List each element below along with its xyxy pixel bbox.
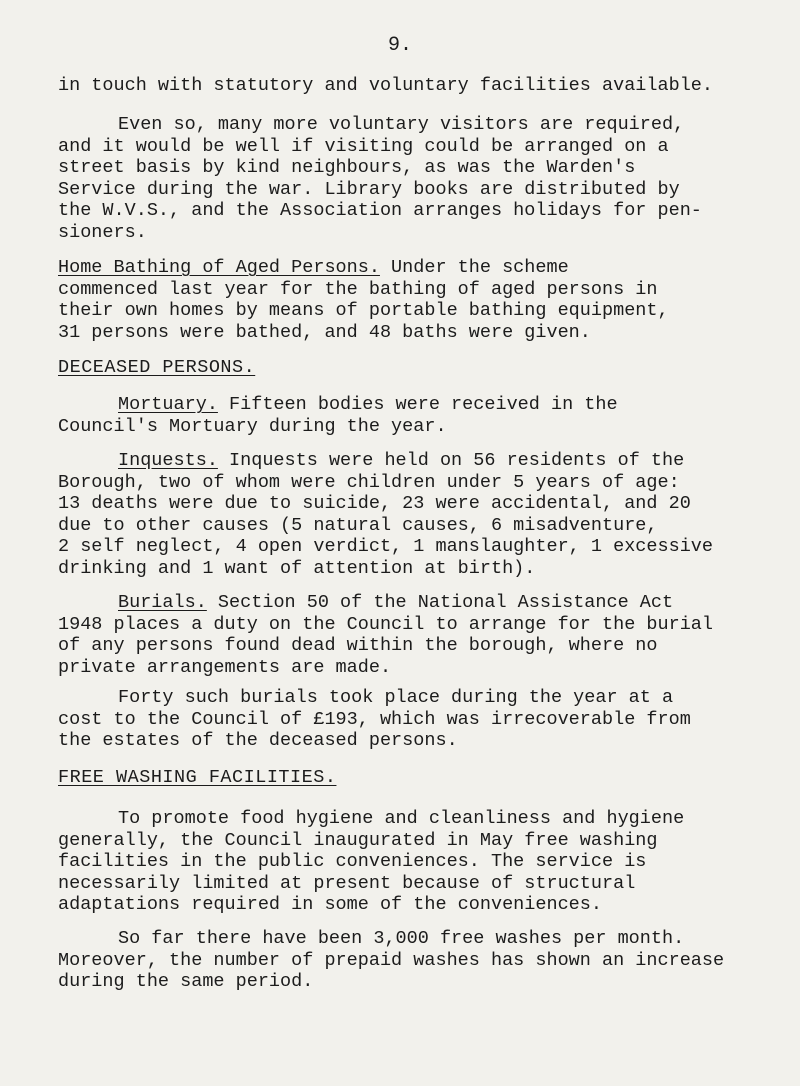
text-line: 2 self neglect, 4 open verdict, 1 manslaughter, 1 excessive: [58, 536, 714, 557]
text-line: and it would be well if visiting could be arranged on a: [58, 135, 669, 157]
text-line: their own homes by means of portable bathing equipment,: [58, 300, 669, 321]
promote-paragraph: [58, 808, 778, 916]
burials-paragraph: [58, 592, 778, 678]
text-line: Borough, two of whom were children under 5 years of age:: [58, 471, 680, 493]
text-line: drinking and 1 want of attention at birth).: [58, 557, 536, 579]
text-line: [58, 257, 778, 279]
text-line: the W.V.S., and the Association arranges holidays for pen-: [58, 200, 702, 221]
section-heading: DECEASED PERSONS.: [58, 357, 256, 378]
free-washing-section: [58, 767, 778, 789]
inquests-heading: Inquests.: [118, 450, 218, 471]
text-line: of any persons found dead within the borough, where no: [58, 635, 658, 656]
text-line: generally, the Council inaugurated in May free washing: [58, 829, 658, 851]
text-line: To promote food hygiene and cleanliness and hygiene: [118, 808, 685, 829]
so-far-paragraph: [58, 928, 778, 993]
mortuary-heading: Mortuary.: [118, 394, 218, 415]
text-line: So far there have been 3,000 free washes per month.: [118, 928, 685, 949]
text-line: [58, 394, 778, 416]
text-line: Moreover, the number of prepaid washes has shown an increase: [58, 949, 725, 971]
text-line: 31 persons were bathed, and 48 baths were given.: [58, 321, 591, 343]
text-line: [58, 592, 778, 614]
text-line: due to other causes (5 natural causes, 6 misadventure,: [58, 514, 658, 536]
intro-paragraph: [58, 75, 778, 97]
text-line: 13 deaths were due to suicide, 23 were accidental, and 20: [58, 493, 691, 514]
mortuary-paragraph: [58, 394, 778, 437]
text-line: Service during the war. Library books are distributed by: [58, 178, 680, 200]
text-line: in touch with statutory and voluntary facilities available.: [58, 75, 714, 96]
text-line: private arrangements are made.: [58, 656, 392, 678]
text-line: necessarily limited at present because of structural: [58, 872, 636, 894]
forty-burials-paragraph: [58, 687, 778, 752]
home-bathing-paragraph: [58, 257, 778, 343]
text-line: facilities in the public conveniences. The service is: [58, 851, 647, 872]
text-line: the estates of the deceased persons.: [58, 730, 458, 751]
inquests-paragraph: [58, 450, 778, 579]
text-run: Fifteen bodies were received in the: [217, 394, 618, 415]
text-line: Council's Mortuary during the year.: [58, 415, 447, 437]
burials-heading: Burials.: [118, 592, 207, 613]
text-line: street basis by kind neighbours, as was the Warden's: [58, 157, 636, 178]
section-heading: FREE WASHING FACILITIES.: [58, 767, 337, 788]
visitors-paragraph: [58, 114, 778, 243]
text-line: commenced last year for the bathing of aged persons in: [58, 278, 658, 300]
text-line: adaptations required in some of the conveniences.: [58, 894, 602, 915]
text-run: Under the scheme: [379, 257, 569, 278]
text-line: [58, 450, 778, 472]
text-line: Even so, many more voluntary visitors are required,: [118, 114, 685, 135]
page-number: 9.: [387, 34, 412, 57]
text-line: 1948 places a duty on the Council to arrange for the burial: [58, 613, 714, 635]
text-line: during the same period.: [58, 971, 314, 992]
text-run: Inquests were held on 56 residents of the: [217, 450, 685, 471]
text-line: Forty such burials took place during the year at a: [118, 687, 674, 708]
home-bathing-heading: Home Bathing of Aged Persons.: [58, 257, 380, 278]
deceased-persons-section: [58, 357, 778, 379]
text-line: cost to the Council of £193, which was irrecoverable from: [58, 708, 691, 730]
text-line: sioners.: [58, 221, 147, 243]
text-run: Section 50 of the National Assistance Act: [206, 592, 674, 613]
